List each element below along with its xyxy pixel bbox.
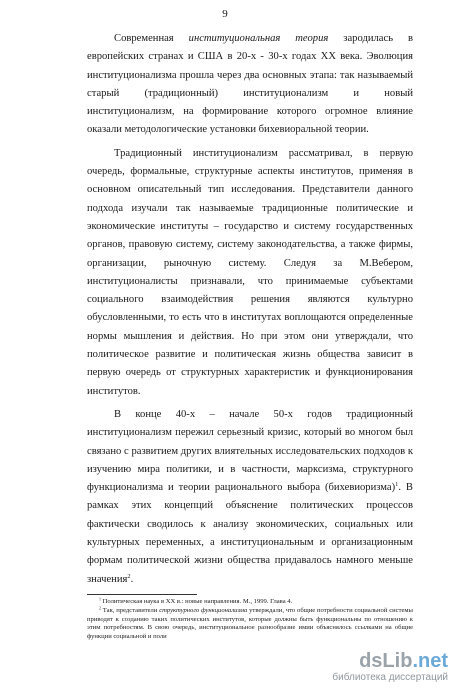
- paragraph-1-rest: зародилась в европейских странах и США в 20-х - 30-х годах XX века. Эволюция институционализма прошла через два основных этапа: так называемый старый (традиционный) институционализм и новый институционализм, на формирование которого огромное влияние оказали методологические установки бихевиоральной теории.: [87, 33, 414, 136]
- footnote-1-number: 1: [99, 596, 101, 602]
- paragraph-3-middle: . В рамках этих концепций объяснение политических процессов фактически сводилось к анализу экономических, социальных или культурных переменных, а институциональным и организационным формам политической жизни общества придавалось намного меньше значения: [87, 482, 413, 585]
- page-number: 9: [222, 8, 228, 20]
- paragraph-1: [87, 30, 413, 140]
- paragraph-1-start: Современная: [114, 33, 189, 44]
- paragraph-3-start: В конце 40-х – начале 50-х годов традиционный институционализм пережил серьезный кризис, который во многом был связано с развитием других влиятельных исследовательских подходов к изучению мира политики, и в частности, марксизма, структурного функционализма и теории рационального выбора (бихевиоризма): [87, 408, 413, 494]
- footnote-2-rest: утверждали, что общие потребности социальной системы приводят к созданию таких политических институтов, которые должны быть функциональны по отношению к этим потребностям. В свою очередь, институциональное разнообразие имии объяснялось ссылками на общие функции социальной и поли: [87, 606, 413, 641]
- paragraph-3: [87, 406, 413, 589]
- footnote-1: [87, 598, 413, 607]
- term-institutional-theory: институциональная теория: [188, 33, 329, 44]
- paragraph-2: Традиционный институционализм рассматривал, в первую очередь, формальные, структурные аспекты институтов, применяя в основном описательный тип исследования. Представители данного подхода изучали так называемые традиционные политические и экономические институты – государство и систему государственных органов, правовую систему, систему законодательства, а также фирмы, организации, рыночную систему. Следуя за М.Вебером, институционалисты признавали, что принимаемые субъектами социального взаимодействия решения являются культурно обусловленными, то есть что в институтах воплощаются определенные нормы мышления и действия. Но при этом они утверждали, что политическое развитие и политическая жизнь общества зависит в первую очередь от структурных характеристик и функционирования институтов.: [87, 147, 413, 397]
- footnote-ref-1: 1: [395, 481, 399, 489]
- watermark-subtitle: библиотека диссертаций: [332, 672, 448, 683]
- watermark-name-main: dsLib: [359, 650, 413, 672]
- paragraph-3-end: .: [130, 573, 134, 585]
- watermark-logo: [330, 650, 448, 684]
- term-structural-functionalism: структурного функционализма: [159, 606, 248, 614]
- footnote-1-text: Политическая наука в XX в.: новые направления. М., 1999. Глава 4.: [100, 598, 293, 605]
- watermark-name-domain: .net: [412, 650, 448, 672]
- footnote-divider: [87, 594, 197, 595]
- footnote-2-start: Так, представители: [100, 606, 160, 614]
- footnote-2: [87, 607, 413, 642]
- footnotes: [87, 598, 413, 642]
- footnote-2-number: 2: [99, 605, 101, 611]
- body-text: [87, 30, 413, 589]
- footnote-ref-2: 2: [127, 572, 131, 580]
- watermark-name: [330, 650, 448, 672]
